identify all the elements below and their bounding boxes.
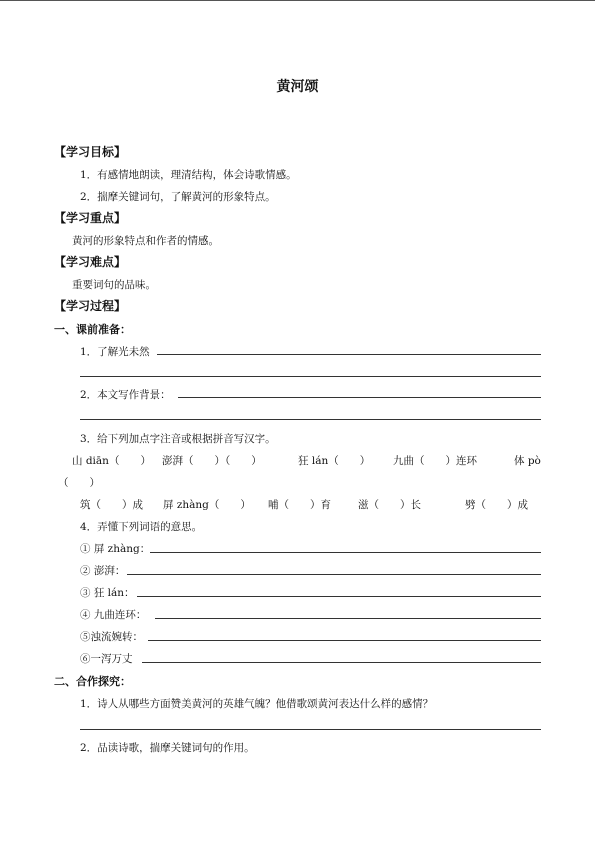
answer-line[interactable]: [80, 419, 541, 420]
preview-q4: 4．弄懂下列词语的意思。: [80, 521, 203, 533]
answer-line[interactable]: [178, 397, 541, 398]
objective-item-2: 2．揣摩关键词句，了解黄河的形象特点。: [80, 191, 276, 203]
answer-line[interactable]: [142, 662, 541, 663]
explore-q1: 1．诗人从哪些方面赞美黄河的英雄气魄？他借歌颂黄河表达什么样的感情？: [80, 698, 434, 710]
pinyin-item: 澎湃（ ）（ ）: [162, 455, 262, 467]
answer-line[interactable]: [137, 596, 541, 597]
word-item: ③ 狂 lán：: [80, 587, 135, 599]
answer-line[interactable]: [80, 729, 541, 730]
answer-line[interactable]: [157, 354, 541, 355]
pinyin-item: 筑（ ）成: [80, 499, 143, 511]
pinyin-item: 山 diān（ ）: [72, 455, 151, 467]
difficulty-heading: 【学习难点】: [54, 255, 127, 269]
answer-line[interactable]: [127, 574, 541, 575]
explore-q2: 2．品读诗歌，揣摩关键词句的作用。: [80, 742, 255, 754]
word-item: ④ 九曲连环：: [80, 609, 147, 621]
pinyin-item: 屏 zhàng（ ）: [163, 499, 251, 511]
answer-line[interactable]: [148, 640, 541, 641]
preview-heading: 一、课前准备：: [54, 323, 131, 336]
answer-line[interactable]: [150, 552, 541, 553]
word-item: ① 屏 zhàng：: [80, 543, 151, 555]
preview-q3: 3．给下列加点字注音或根据拼音写汉字。: [80, 433, 276, 445]
page-title: 黄河颂: [276, 79, 319, 95]
pinyin-item: 九曲（ ）连环: [393, 455, 477, 467]
explore-heading: 二、合作探究：: [54, 675, 131, 688]
pinyin-item: 体 pò: [514, 455, 541, 467]
preview-q2: 2．本文写作背景：: [80, 389, 171, 401]
word-item: ② 澎湃：: [80, 565, 126, 577]
pinyin-item: 劈（ ）成: [465, 499, 528, 511]
focus-text: 黄河的形象特点和作者的情感。: [72, 235, 219, 247]
answer-line[interactable]: [155, 618, 541, 619]
answer-line[interactable]: [80, 376, 541, 377]
objectives-heading: 【学习目标】: [54, 145, 127, 159]
objective-item-1: 1．有感情地朗读，理清结构，体会诗歌情感。: [80, 169, 297, 181]
word-item: ⑤浊流婉转：: [80, 631, 143, 643]
process-heading: 【学习过程】: [54, 299, 127, 313]
pinyin-item: 狂 lán（ ）: [298, 455, 371, 467]
pinyin-item: （ ）: [58, 477, 100, 489]
top-border: [0, 0, 595, 1]
pinyin-item: 滋（ ）长: [358, 499, 421, 511]
word-item: ⑥一泻万丈: [80, 653, 133, 665]
preview-q1: 1．了解光未然: [80, 346, 150, 358]
difficulty-text: 重要词句的品味。: [72, 279, 156, 291]
pinyin-item: 哺（ ）育: [268, 499, 331, 511]
focus-heading: 【学习重点】: [54, 211, 127, 225]
